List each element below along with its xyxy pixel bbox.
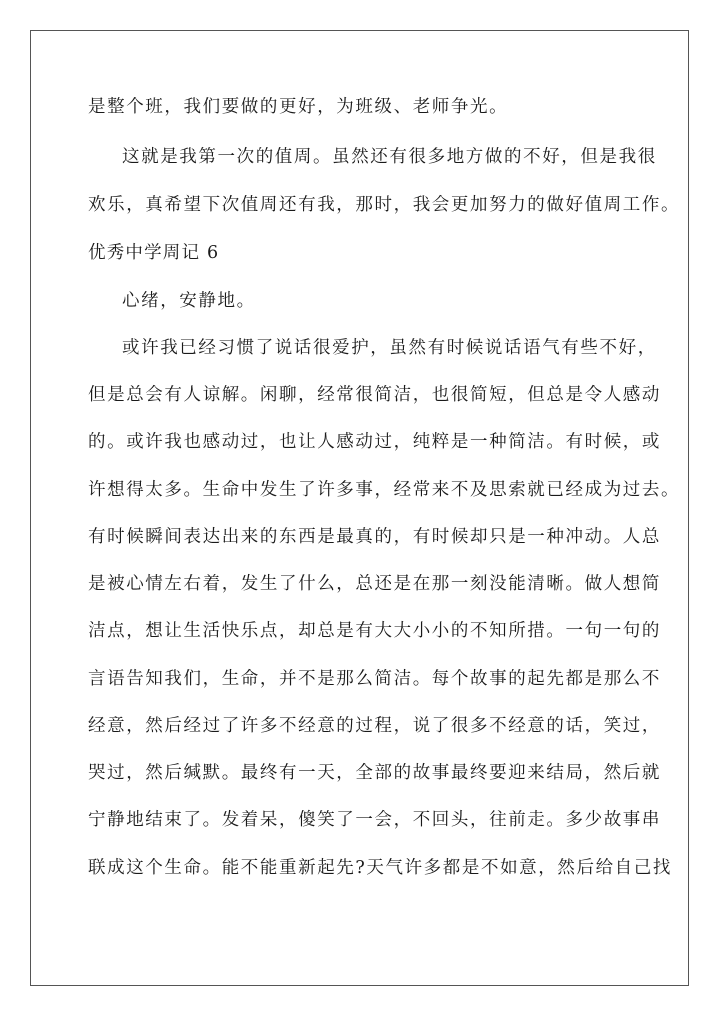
paragraph-line: 的。或许我也感动过，也让人感动过，纯粹是一种简洁。有时候，或 [88, 432, 661, 452]
section-heading: 优秀中学周记 6 [88, 243, 220, 263]
paragraph-line: 有时候瞬间表达出来的东西是最真的，有时候却只是一种冲动。人总 [88, 527, 661, 547]
paragraph-line: 宁静地结束了。发着呆，傻笑了一会，不回头，往前走。多少故事串 [88, 810, 661, 830]
paragraph-line: 联成这个生命。能不能重新起先?天气许多都是不如意，然后给自己找 [88, 858, 672, 878]
paragraph-line: 心绪，安静地。 [122, 291, 256, 311]
paragraph-line: 或许我已经习惯了说话很爱护，虽然有时候说话语气有些不好， [122, 338, 657, 358]
paragraph-line: 但是总会有人谅解。闲聊，经常很简洁，也很简短，但总是令人感动 [88, 385, 661, 405]
paragraph-line: 是被心情左右着，发生了什么，总还是在那一刻没能清晰。做人想简 [88, 574, 661, 594]
paragraph-line: 言语告知我们，生命，并不是那么简洁。每个故事的起先都是那么不 [88, 669, 661, 689]
paragraph-line: 是整个班，我们要做的更好，为班级、老师争光。 [88, 97, 509, 117]
paragraph-line: 洁点，想让生活快乐点，却总是有大大小小的不知所措。一句一句的 [88, 621, 661, 641]
paragraph-line: 这就是我第一次的值周。虽然还有很多地方做的不好，但是我很 [122, 147, 657, 167]
paragraph-line: 许想得太多。生命中发生了许多事，经常来不及思索就已经成为过去。 [88, 480, 681, 500]
paragraph-line: 欢乐，真希望下次值周还有我，那时，我会更加努力的做好值周工作。 [88, 195, 681, 215]
paragraph-line: 哭过，然后缄默。最终有一天，全部的故事最终要迎来结局，然后就 [88, 763, 661, 783]
paragraph-line: 经意，然后经过了许多不经意的过程，说了很多不经意的话，笑过， [88, 716, 661, 736]
page-border [30, 30, 689, 986]
